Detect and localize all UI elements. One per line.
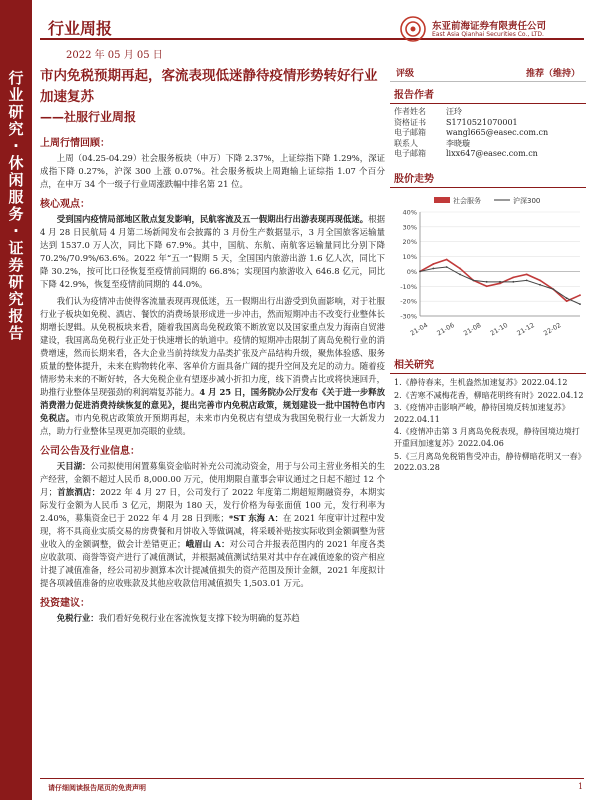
analyst-label: 联系人: [394, 138, 418, 148]
advice-emphasis: 免税行业：: [56, 613, 99, 623]
related-report-link[interactable]: 5.《三月离岛免税销售受冲击，静待柳暗花明又一春》2022.03.28: [394, 451, 586, 473]
chart-section-title: 股价走势: [390, 166, 586, 188]
series-point: [446, 266, 448, 268]
vertical-char: 报: [8, 307, 24, 325]
x-tick-label: 22-02: [542, 321, 563, 338]
vertical-char: 服: [8, 188, 24, 206]
analyst-label: 资格证书: [394, 117, 426, 127]
report-date: 2022 年 05 月 05 日: [66, 50, 163, 61]
related-report-link[interactable]: 4.《疫情冲击第 3 月离岛免税表现，静待国境边境打开重回加速复苏》2022.04.06: [394, 427, 580, 448]
series-point: [472, 279, 474, 281]
core-p2-body: 我们认为疫情冲击使得客流量表现再现低迷，五一假期出行出游受到负面影响，对于社服行业子板块如免税、酒店、餐饮的消费场景形成进一步冲击，然而短期冲击不改变行业整体长期增长逻辑。从免税板块来看，随着我国离岛免税政策不断放宽以及国家重点发力海南自贸港建设，我国离岛免税行业正处于快速增长的轨道中。疫情的短期冲击限制了离岛免税行业的消费增速，然而长期来看，各大企业当前持续发力品类扩张及产品结构升级，聚焦体验感、服务质量的整体提升，未来在购物转化率、客单价方面具备广阔的提升空间及充足的动力。随着疫情形势未来的不断好转，各大免税企业有望逐步减小折扣力度，线下消费占比或将快速回升，助推行业整体呈现强劲的利润端复苏能力。: [40, 296, 385, 397]
x-tick-label: 21-08: [462, 321, 483, 338]
x-tick-label: 21-06: [435, 321, 456, 338]
series-point: [432, 268, 434, 270]
series-point: [432, 263, 434, 265]
related-section-title: 相关研究: [390, 352, 586, 374]
y-tick-label: 40%: [402, 208, 417, 217]
y-tick-label: 20%: [402, 238, 417, 247]
related-report-link[interactable]: 3.《疫情冲击影响严峻，静待国境反转加速复苏》2022.04.11: [394, 403, 570, 424]
company-emeishan: 峨眉山 A：: [185, 539, 230, 549]
series-point: [512, 281, 514, 283]
footer-divider: [40, 778, 584, 779]
series-point: [419, 270, 421, 272]
side-column: [390, 66, 586, 475]
page-number: 1: [578, 782, 584, 791]
review-paragraph: 上周（04.25-04.29）社会服务板块（申万）下降 2.37%，上证综指下降 1.29%，深证成指下降 0.27%，沪深 300 上涨 0.07%。社会服务板块上周跑输上证综指 1.07 个百分点，在申万 34 个一级子行业周涨跌幅中排名第 21 位。: [40, 153, 385, 189]
y-tick-label: -30%: [400, 312, 417, 321]
footer-disclaimer: 请仔细阅读报告尾页的免责声明: [48, 783, 146, 792]
core-p2-tail: 市内免税店政策放开预期再起，未来市内免税店有望成为我国免税行业一大新发力点，助力行业整体呈现更加亮眼的业绩。: [40, 413, 386, 436]
y-tick-label: 30%: [402, 223, 417, 232]
announcement-3: 在 2021 年度审计过程中发现，将不具商业实质交易的房费餐和月饼收入等做调减，将采暖补贴按实际收到金额调整为营业收入的金额调整，做会计差错更正；: [40, 513, 385, 549]
related-list: [390, 377, 586, 474]
series-point: [526, 279, 528, 281]
y-tick-label: 0%: [406, 267, 417, 276]
x-tick-label: 21-10: [488, 321, 510, 338]
vertical-char: 行: [8, 69, 24, 87]
series-point: [512, 276, 514, 278]
company-name-en: East Asia Qianhai Securities Co., LTD.: [432, 31, 544, 38]
vertical-char: 证: [8, 239, 24, 257]
x-tick-label: 21-12: [515, 321, 536, 338]
stock-chart: [390, 194, 586, 348]
analyst-row: [390, 139, 586, 150]
vertical-char: ·: [13, 222, 19, 240]
legend-label: 社会服务: [453, 196, 481, 205]
series-point: [539, 284, 541, 286]
vertical-char: 券: [8, 256, 24, 274]
stock-chart-svg: [390, 194, 586, 344]
series-point: [579, 303, 581, 305]
series-point: [446, 259, 448, 261]
analyst-value: 李晓璇: [446, 138, 470, 148]
vertical-char: 研: [8, 273, 24, 291]
x-tick-label: 21-04: [408, 321, 430, 338]
analyst-section-title: 报告作者: [390, 82, 586, 104]
rating-row: [390, 66, 586, 82]
vertical-char: 务: [8, 205, 24, 223]
section-title-advice: 投资建议：: [40, 598, 90, 609]
vertical-char: ·: [13, 137, 19, 155]
core-paragraph-2: [40, 295, 385, 438]
report-category-vertical: [0, 70, 32, 342]
series-point: [459, 268, 461, 270]
core-paragraph-1: [40, 213, 385, 291]
analyst-row: [390, 149, 586, 160]
analyst-row: [390, 118, 586, 129]
analyst-value: 汪玲: [446, 107, 462, 116]
analyst-list: [390, 107, 586, 160]
rating-label: 评级: [396, 69, 415, 79]
rating-value: 推荐（维持）: [525, 69, 580, 79]
related-report-link[interactable]: 1.《静待春来，生机盎然加速复苏》2022.04.12: [394, 377, 568, 387]
vertical-char: 究: [8, 290, 24, 308]
series-point: [539, 279, 541, 281]
analyst-row: [390, 107, 586, 118]
advice-paragraph: [40, 612, 385, 625]
series-point: [566, 297, 568, 299]
series-point: [486, 285, 488, 287]
main-column: [40, 66, 385, 625]
legend-label: 沪深300: [513, 196, 541, 205]
series-point: [579, 294, 581, 296]
series-point: [486, 281, 488, 283]
analyst-label: 电子邮箱: [394, 149, 426, 159]
company-shoulv: 首旅酒店：: [56, 487, 101, 497]
series-line-index: [420, 267, 580, 304]
series-point: [566, 300, 568, 302]
core-p2-emphasis: 4 月 25 日，国务院办公厅发布《关于进一步释放消费潜力促进消费持续恢复的意见》，提出完善市内免税店政策，规划建设一批中国特色市内免税店。: [40, 387, 385, 423]
core-p1-body: 根据 4 月 28 日民航局 4 月第二场新闻发布会披露的 3 月份生产数据显示，3 月全国旅客运输量达到 1537.0 万人次，同比下降 67.9%。其中，国航、东航、南航客运输量同比分别下降 70.2%/70.9%/63.6%。2022 年“五一”假期 5 天，全国国内旅游出游 1.6 亿人次，同比下降 30.2%，按可比口径恢复至疫情前同期的 66.8%；实现国内旅游收入 646.8 亿元，同比下降 42.9%，恢复至疫情前同期的 44.0%。: [40, 214, 386, 289]
section-title-review: 上周行情回顾：: [40, 138, 110, 149]
y-tick-label: 10%: [402, 253, 417, 262]
company-name-cn: 东亚前海证券有限责任公司: [432, 21, 547, 32]
section-title-core: 核心观点：: [40, 199, 90, 210]
company-donghai: *ST 东海 A：: [228, 513, 283, 523]
vertical-char: 研: [8, 103, 24, 121]
analyst-row: [390, 128, 586, 139]
analyst-value: S1710521070001: [446, 117, 518, 127]
report-type: 行业周报: [48, 19, 113, 38]
series-point: [552, 288, 554, 290]
series-point: [499, 281, 501, 283]
header-divider: [40, 38, 584, 40]
announcements-paragraph: [40, 460, 385, 590]
vertical-char: 业: [8, 86, 24, 104]
related-report-link[interactable]: 2.《苦寒不减梅花香，柳暗花明终有时》2022.04.12: [394, 390, 584, 400]
company-tianmuhu: 天目湖：: [56, 461, 91, 471]
advice-body: 我们看好免税行业在客流恢复支撑下较为明确的复苏趋: [98, 613, 300, 623]
analyst-value[interactable]: lixx647@easec.com.cn: [446, 149, 538, 159]
vertical-char: 告: [8, 324, 24, 342]
announcement-4: 对公司合并报表范围内的 2021 年度各类应收款项、商誉等资产进行了减值测试，并根据减值测试结果对其中存在减值迹象的资产相应计提了减值准备，经公司初步测算本次计提减值损失的资产范围及预计金额，2021 年度拟计提各项减值准备的应收账款及其他应收款信用减值损失 1,503.01 万元。: [40, 539, 386, 588]
series-point: [526, 273, 528, 275]
series-line-sector: [420, 260, 580, 302]
company-logo-icon: [400, 16, 426, 42]
report-headline: 市内免税预期再起，客流表现低迷静待疫情形势转好行业加速复苏: [40, 68, 378, 105]
analyst-label: 作者姓名: [394, 107, 426, 116]
analyst-label: 电子邮箱: [394, 128, 426, 138]
legend-swatch-sector: [434, 197, 450, 203]
series-point: [459, 273, 461, 275]
analyst-value[interactable]: wangl665@easec.com.cn: [446, 128, 549, 138]
vertical-char: 休: [8, 154, 24, 172]
announcement-2: 2022 年 4 月 27 日，公司发行了 2022 年度第二期超短期融资券，本期实际发行金额为人民币 3 亿元，期限为 180 天，发行价格为每张面值 100 元，发行利率为 2.40%，募集资金已于 2022 年 4 月 28 日到账；: [40, 487, 386, 523]
vertical-char: 闲: [8, 171, 24, 189]
section-title-announcements: 公司公告及行业信息：: [40, 446, 140, 457]
y-tick-label: -10%: [400, 282, 417, 291]
announcement-1: 公司拟使用闲置募集资金临时补充公司流动资金，用于与公司主营业务相关的生产经营，金额不超过人民币 8,000.00 万元，使用期限自董事会审议通过之日起不超过 12 个月；: [40, 461, 386, 497]
vertical-char: 究: [8, 120, 24, 138]
y-tick-label: -20%: [400, 297, 417, 306]
core-p1-emphasis: 受到国内疫情局部地区散点复发影响，民航客流及五一假期出行出游表现再现低迷。: [56, 214, 369, 224]
report-subtitle: ——社服行业周报: [40, 110, 137, 124]
